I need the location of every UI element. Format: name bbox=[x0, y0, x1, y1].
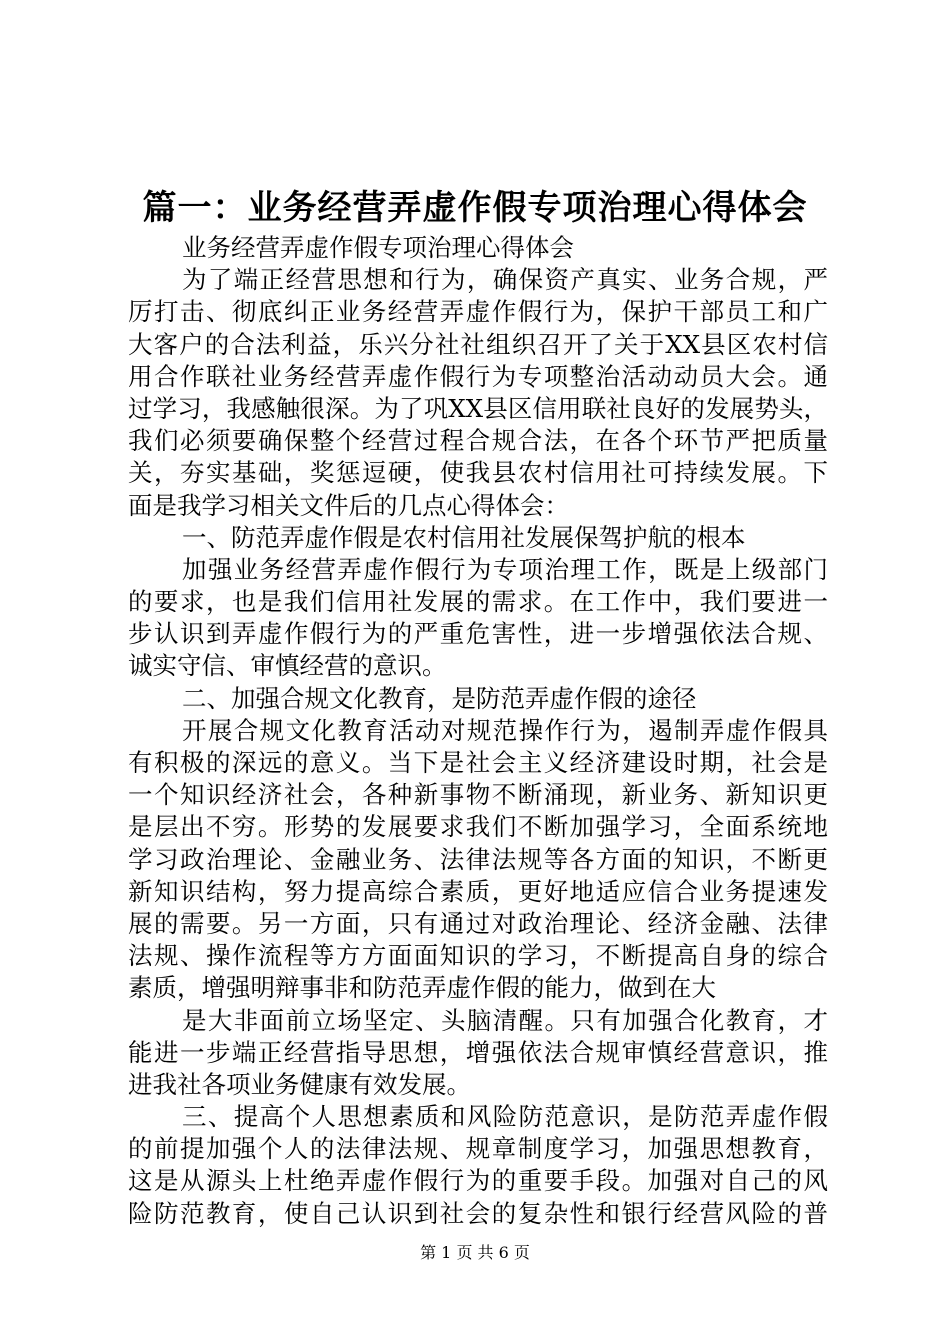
body-line: 能进一步端正经营指导思想，增强依法合规审慎经营意识，推 bbox=[128, 1037, 828, 1067]
body-line: 二、加强合规文化教育，是防范弄虚作假的途径 bbox=[182, 683, 697, 713]
body-line: 三、提高个人思想素质和风险防范意识，是防范弄虚作假 bbox=[182, 1102, 828, 1132]
body-line: 是层出不穷。形势的发展要求我们不断加强学习，全面系统地 bbox=[128, 812, 828, 842]
body-line: 有积极的深远的意义。当下是社会主义经济建设时期，社会是 bbox=[128, 748, 828, 777]
body-line: 开展合规文化教育活动对规范操作行为，遏制弄虚作假具 bbox=[182, 715, 828, 745]
page-footer: 第 1 页 共 6 页 bbox=[420, 1243, 530, 1262]
body-line: 一、防范弄虚作假是农村信用社发展保驾护航的根本 bbox=[182, 522, 746, 552]
body-line: 用合作联社业务经营弄虚作假行为专项整治活动动员大会。通 bbox=[128, 361, 828, 391]
body-line: 大客户的合法利益，乐兴分社社组织召开了关于XX县区农村信 bbox=[128, 329, 828, 359]
body-line: 过学习，我感触很深。为了巩XX县区信用联社良好的发展势头， bbox=[128, 393, 828, 423]
body-line: 展的需要。另一方面，只有通过对政治理论、经济金融、法律 bbox=[128, 908, 828, 938]
body-line: 步认识到弄虚作假行为的严重危害性，进一步增强依法合规、 bbox=[128, 619, 828, 649]
body-line: 厉打击、彻底纠正业务经营弄虚作假行为，保护干部员工和广 bbox=[128, 297, 828, 327]
body-line: 法规、操作流程等方方面面知识的学习，不断提高自身的综合 bbox=[128, 941, 828, 971]
document-title: 篇一：业务经营弄虚作假专项治理心得体会 bbox=[142, 188, 808, 228]
body-line: 学习政治理论、金融业务、法律法规等各方面的知识，不断更 bbox=[128, 844, 828, 874]
body-line: 素质，增强明辩事非和防范弄虚作假的能力，做到在大 bbox=[128, 973, 716, 1003]
body-line: 是大非面前立场坚定、头脑清醒。只有加强合化教育，才 bbox=[182, 1005, 828, 1035]
body-line: 的要求，也是我们信用社发展的需求。在工作中，我们要进一 bbox=[128, 587, 828, 617]
body-line: 业务经营弄虚作假专项治理心得体会 bbox=[182, 233, 574, 262]
body-line: 进我社各项业务健康有效发展。 bbox=[128, 1069, 471, 1099]
body-line: 一个知识经济社会，各种新事物不断涌现，新业务、新知识更 bbox=[128, 780, 828, 810]
body-line: 的前提加强个人的法律法规、规章制度学习，加强思想教育， bbox=[128, 1134, 828, 1164]
body-line: 险防范教育，使自己认识到社会的复杂性和银行经营风险的普 bbox=[128, 1198, 828, 1228]
body-line: 面是我学习相关文件后的几点心得体会： bbox=[128, 490, 569, 520]
body-line: 为了端正经营思想和行为，确保资产真实、业务合规，严 bbox=[182, 265, 828, 295]
body-line: 这是从源头上杜绝弄虚作假行为的重要手段。加强对自己的风 bbox=[128, 1166, 828, 1196]
body-line: 关，夯实基础，奖惩逗硬，使我县农村信用社可持续发展。下 bbox=[128, 458, 828, 488]
body-line: 我们必须要确保整个经营过程合规合法，在各个环节严把质量 bbox=[128, 426, 828, 456]
body-line: 诚实守信、审慎经营的意识。 bbox=[128, 651, 447, 681]
body-line: 新知识结构，努力提高综合素质，更好地适应信合业务提速发 bbox=[128, 876, 828, 906]
document-body bbox=[128, 232, 828, 1230]
body-line: 加强业务经营弄虚作假行为专项治理工作，既是上级部门 bbox=[182, 554, 828, 584]
